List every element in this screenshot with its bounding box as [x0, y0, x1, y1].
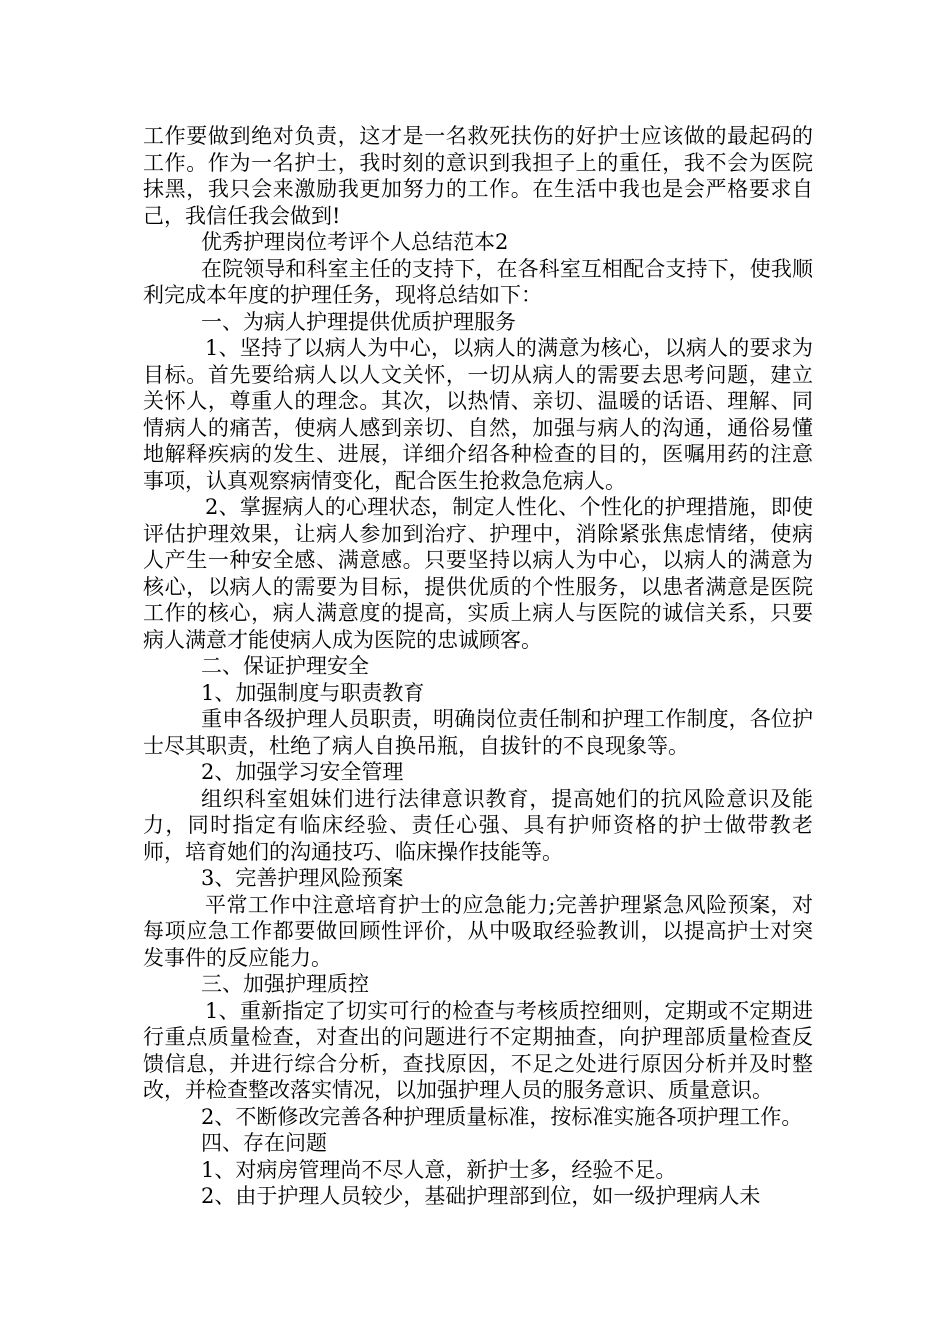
subheading: 3、完善护理风险预案: [201, 866, 404, 890]
paragraph-item: 1、坚持了以病人为中心，以病人的满意为核心，以病人的要求为目标。首先要给病人以人文关怀，一切从病人的需要去思考问题，建立关怀人，尊重人的理念。其次，以热情、亲切、温暖的话语、理解、同情病人的痛苦，使病人感到亲切、自然，加强与病人的沟通，通俗易懂地解释疾病的发生、进展，详细介绍各种检查的目的，医嘱用药的注意事项，认真观察病情变化，配合医生抢救急危病人。: [143, 336, 813, 493]
paragraph-item: 2、不断修改完善各种护理质量标准，按标准实施各项护理工作。: [201, 1104, 803, 1129]
subheading: 1、加强制度与职责教育: [201, 680, 425, 705]
paragraph-item: 重申各级护理人员职责，明确岗位责任制和护理工作制度，各位护士尽其职责，杜绝了病人自换吊瓶，自拔针的不良现象等。: [143, 707, 813, 758]
paragraph-item: 平常工作中注意培育护士的应急能力;完善护理紧急风险预案，对每项应急工作都要做回顾性评价，从中吸取经验教训，以提高护士对突发事件的反应能力。: [143, 892, 813, 970]
paragraph-item: 2、掌握病人的心理状态，制定人性化、个性化的护理措施，即使评估护理效果，让病人参加到治疗、护理中，消除紧张焦虑情绪，使病人产生一种安全感、满意感。只要坚持以病人为中心，以病人的满意为核心，以病人的需要为目标，提供优质的个性服务，以患者满意是医院工作的核心，病人满意度的提高，实质上病人与医院的诚信关系，只要病人满意才能使病人成为医院的忠诚顾客。: [143, 495, 813, 652]
section-title: 优秀护理岗位考评个人总结范本2: [201, 230, 509, 254]
heading-part-two: 二、保证护理安全: [201, 654, 369, 678]
document-body: [143, 123, 813, 1210]
paragraph-item: 组织科室姐妹们进行法律意识教育，提高她们的抗风险意识及能力，同时指定有临床经验、责任心强、具有护师资格的护士做带教老师，培育她们的沟通技巧、临床操作技能等。: [143, 786, 813, 864]
paragraph-item: 1、对病房管理尚不尽人意，新护士多，经验不足。: [201, 1157, 677, 1182]
paragraph-intro-continuation: 工作要做到绝对负责，这才是一名救死扶伤的好护士应该做的最起码的工作。作为一名护士，我时刻的意识到我担子上的重任，我不会为医院抹黑，我只会来激励我更加努力的工作。在生活中我也是会严格要求自己，我信任我会做到!: [143, 124, 813, 228]
subheading: 2、加强学习安全管理: [201, 760, 404, 784]
heading-part-four: 四、存在问题: [201, 1131, 327, 1155]
heading-part-three: 三、加强护理质控: [201, 972, 369, 996]
paragraph-item: 2、由于护理人员较少，基础护理部到位，如一级护理病人未: [201, 1184, 761, 1208]
paragraph-item: 1、重新指定了切实可行的检查与考核质控细则，定期或不定期进行重点质量检查，对查出的问题进行不定期抽查，向护理部质量检查反馈信息，并进行综合分析，查找原因，不足之处进行原因分析并及时整改，并检查整改落实情况，以加强护理人员的服务意识、质量意识。: [143, 998, 813, 1102]
paragraph-opening: 在院领导和科室主任的支持下，在各科室互相配合支持下，使我顺利完成本年度的护理任务，现将总结如下：: [143, 256, 813, 307]
heading-part-one: 一、为病人护理提供优质护理服务: [201, 309, 516, 334]
